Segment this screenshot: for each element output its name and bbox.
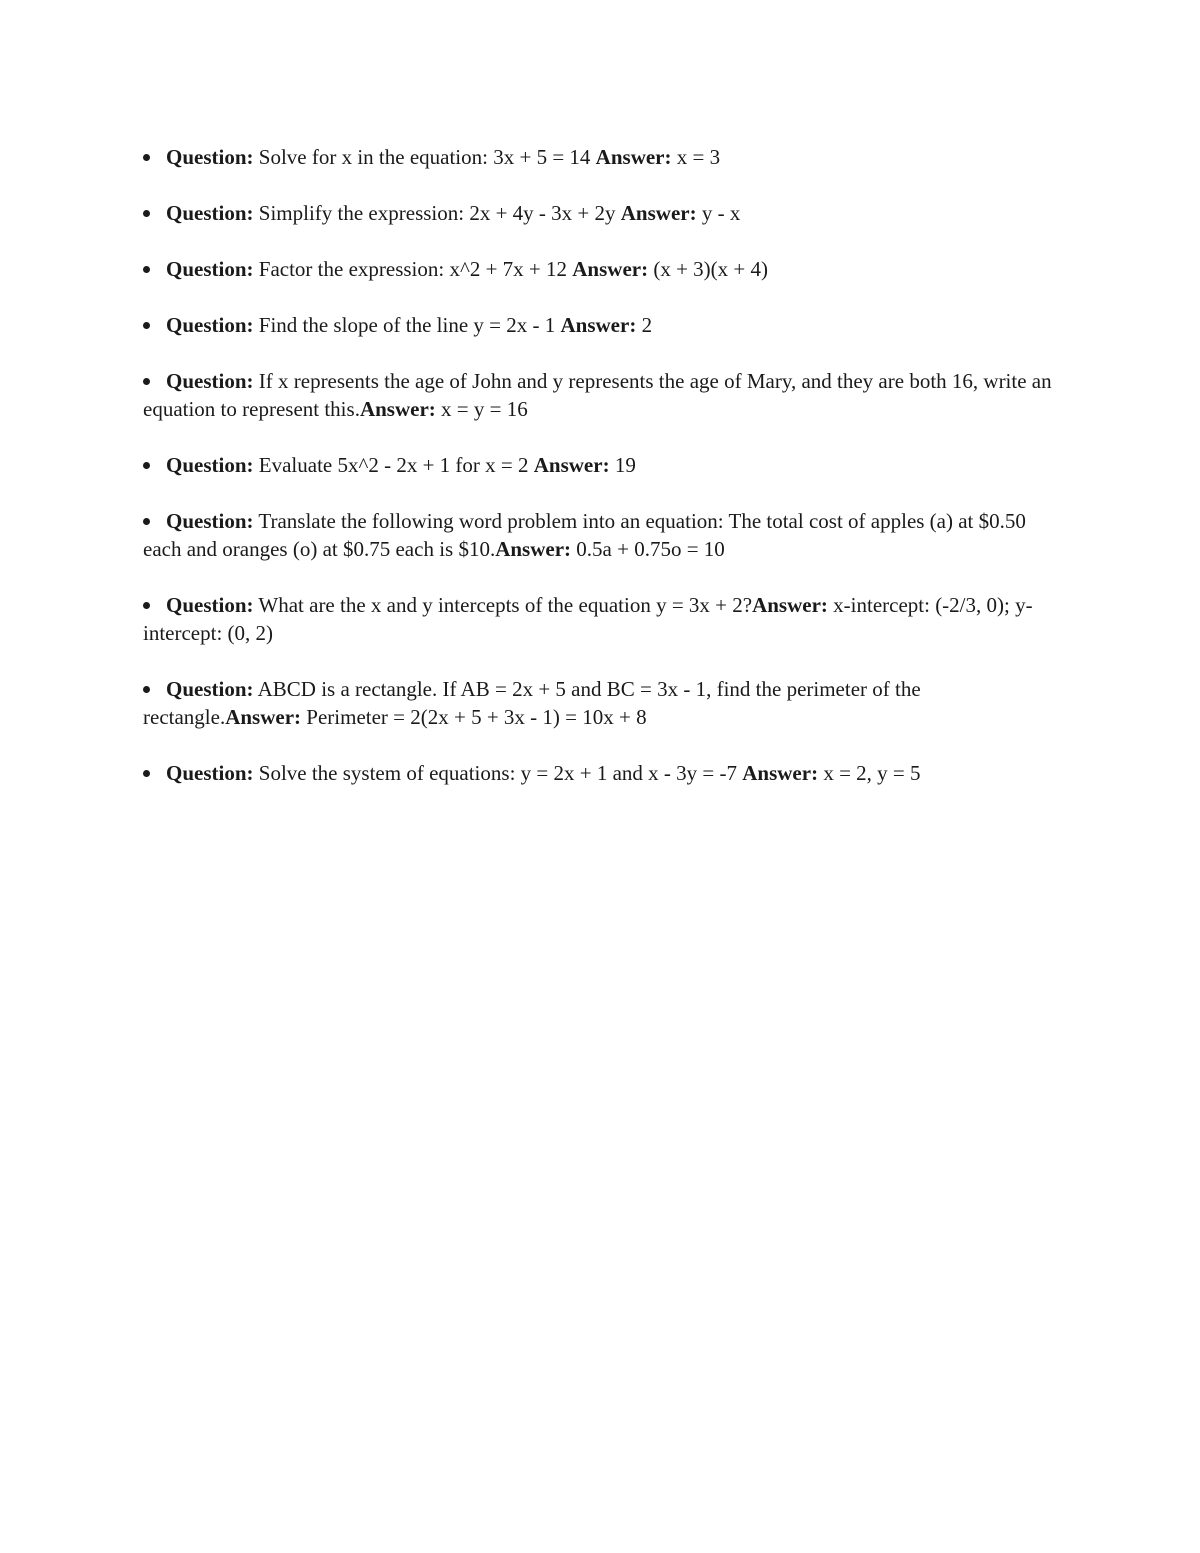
- question-text: ABCD is a rectangle. If AB = 2x + 5 and BC = 3x - 1, find the perimeter of the rectangle.: [143, 677, 921, 729]
- question-text: What are the x and y intercepts of the equation y = 3x + 2?: [258, 593, 753, 617]
- answer-label: Answer:: [620, 201, 697, 225]
- question-label: Question:: [166, 145, 254, 169]
- answer-label: Answer:: [495, 537, 572, 561]
- answer-label: Answer:: [752, 593, 828, 617]
- bullet-icon: [143, 266, 150, 273]
- question-label: Question:: [166, 257, 254, 281]
- question-text: If x represents the age of John and y represents the age of Mary, and they are both 16, write an equation to represent this.: [143, 369, 1052, 421]
- bullet-icon: [143, 462, 150, 469]
- list-item: [143, 451, 1058, 479]
- question-text: Find the slope of the line y = 2x - 1: [258, 313, 556, 337]
- list-item: [143, 255, 1058, 283]
- answer-label: Answer:: [572, 257, 649, 281]
- question-text: Evaluate 5x^2 - 2x + 1 for x = 2: [258, 453, 529, 477]
- bullet-icon: [143, 322, 150, 329]
- answer-label: Answer:: [533, 453, 610, 477]
- list-item: [143, 507, 1058, 563]
- list-item: [143, 143, 1058, 171]
- answer-text: 0.5a + 0.75o = 10: [576, 537, 725, 561]
- question-text: Solve for x in the equation: 3x + 5 = 14: [258, 145, 591, 169]
- bullet-icon: [143, 602, 150, 609]
- question-label: Question:: [166, 369, 254, 393]
- answer-label: Answer:: [595, 145, 672, 169]
- answer-label: Answer:: [225, 705, 302, 729]
- answer-text: 2: [641, 313, 653, 337]
- question-label: Question:: [166, 313, 254, 337]
- list-item: [143, 311, 1058, 339]
- question-answer-list: [143, 143, 1058, 815]
- question-label: Question:: [166, 453, 254, 477]
- answer-text: x-intercept: (-2/3, 0); y-intercept: (0, 2): [143, 593, 1033, 645]
- bullet-icon: [143, 686, 150, 693]
- question-label: Question:: [166, 677, 254, 701]
- question-label: Question:: [166, 761, 254, 785]
- answer-label: Answer:: [742, 761, 819, 785]
- answer-label: Answer:: [560, 313, 637, 337]
- answer-text: x = y = 16: [441, 397, 528, 421]
- answer-text: x = 3: [676, 145, 721, 169]
- bullet-icon: [143, 518, 150, 525]
- question-text: Solve the system of equations: y = 2x + 1 and x - 3y = -7: [258, 761, 737, 785]
- list-item: [143, 759, 1058, 787]
- answer-text: 19: [614, 453, 636, 477]
- answer-label: Answer:: [359, 397, 436, 421]
- list-item: [143, 367, 1058, 423]
- answer-text: y - x: [701, 201, 741, 225]
- list-item: [143, 199, 1058, 227]
- list-item: [143, 591, 1058, 647]
- question-text: Simplify the expression: 2x + 4y - 3x + 2y: [258, 201, 616, 225]
- bullet-icon: [143, 154, 150, 161]
- list-item: [143, 675, 1058, 731]
- answer-text: Perimeter = 2(2x + 5 + 3x - 1) = 10x + 8: [306, 705, 647, 729]
- answer-text: x = 2, y = 5: [823, 761, 921, 785]
- bullet-icon: [143, 770, 150, 777]
- answer-text: (x + 3)(x + 4): [653, 257, 769, 281]
- question-text: Factor the expression: x^2 + 7x + 12: [258, 257, 568, 281]
- bullet-icon: [143, 378, 150, 385]
- question-text: Translate the following word problem into an equation: The total cost of apples (a) at $0.50 each and oranges (o) at $0.75 each is $10.: [143, 509, 1026, 561]
- question-label: Question:: [166, 201, 254, 225]
- question-label: Question:: [166, 509, 254, 533]
- bullet-icon: [143, 210, 150, 217]
- question-label: Question:: [166, 593, 254, 617]
